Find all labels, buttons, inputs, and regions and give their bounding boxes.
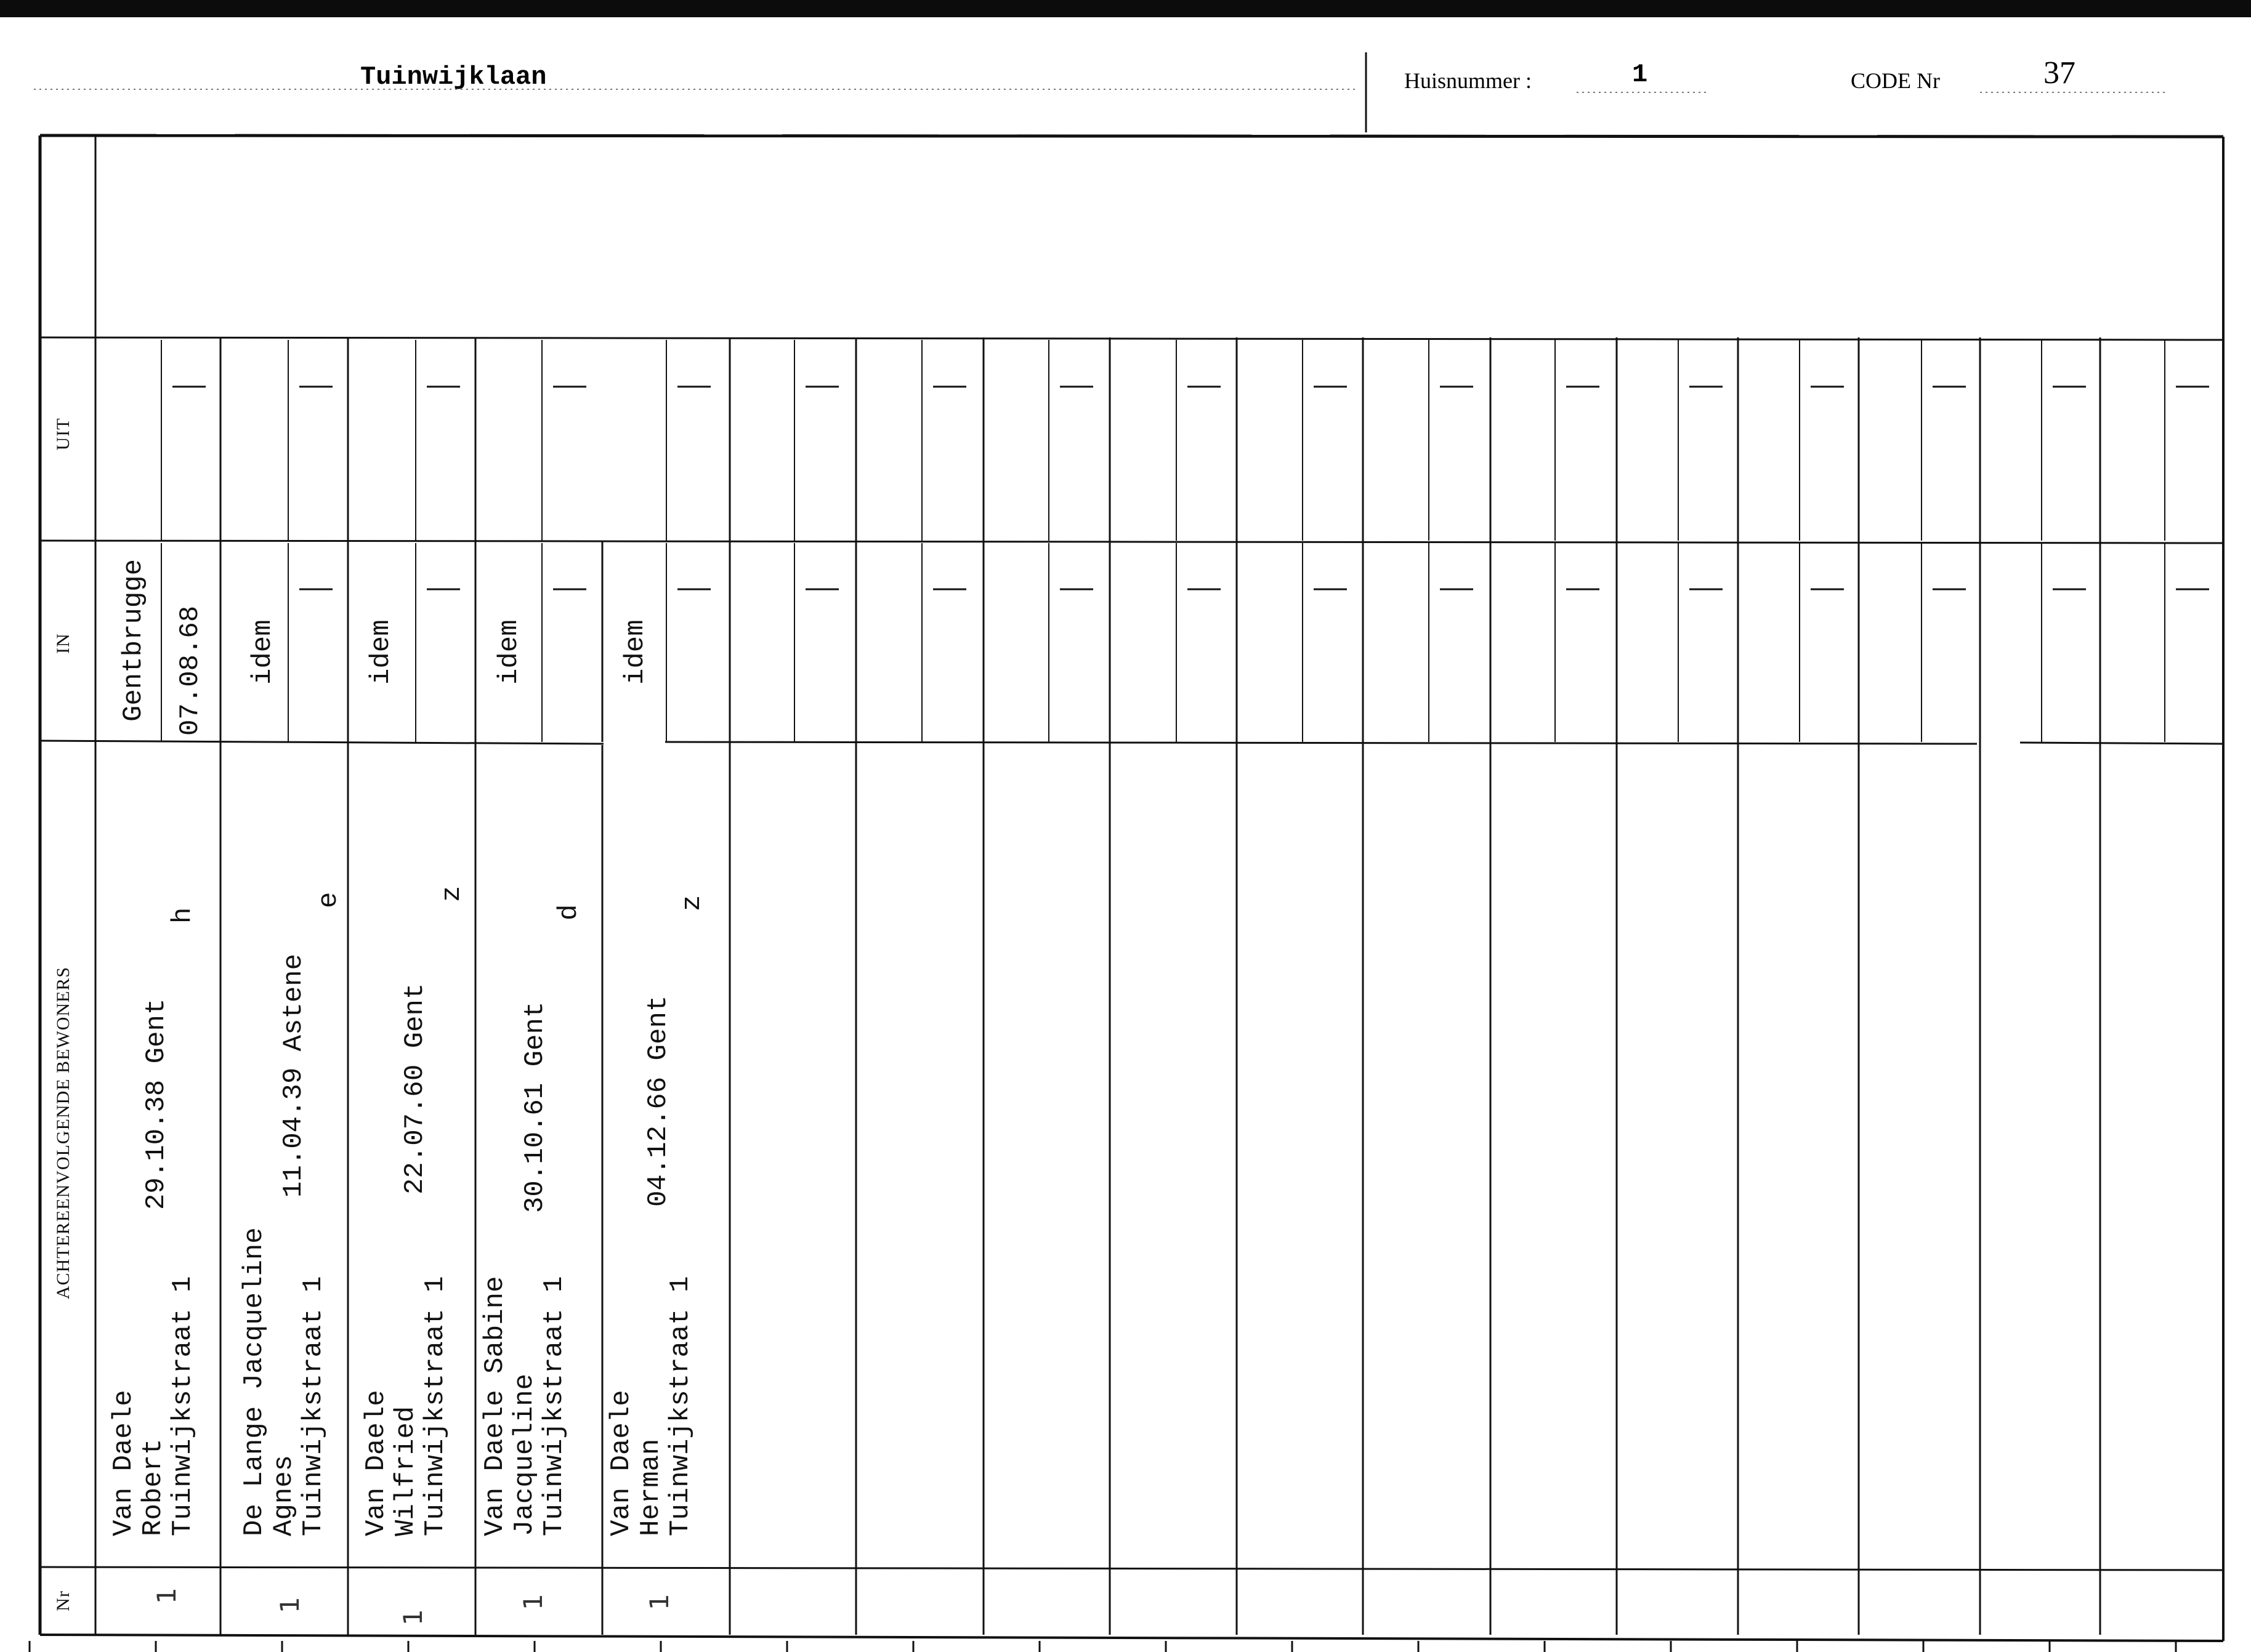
- uit-column-label: UIT: [53, 417, 73, 451]
- nr-column-label: Nr: [53, 1590, 73, 1611]
- resident-surname: Van Daele: [361, 1390, 392, 1536]
- residents-column-label: ACHTEREENVOLGENDE BEWONERS: [53, 966, 73, 1300]
- resident-address: Tuinwijkstraat 1: [420, 1276, 451, 1536]
- resident-birth: 04.12.66 Gent: [643, 995, 674, 1207]
- resident-firstname: Jacqueline: [509, 1373, 540, 1536]
- in-idem-5: idem: [620, 619, 651, 685]
- resident-code: d: [554, 904, 584, 921]
- resident-nr: 1: [644, 1594, 674, 1610]
- resident-firstname: Herman: [636, 1438, 666, 1536]
- dash-marks: [172, 387, 2209, 589]
- nr-top-line: [40, 1567, 2223, 1570]
- resident-firstname: Robert: [138, 1438, 169, 1536]
- frame-top: [40, 135, 2223, 137]
- resident-code: z: [437, 885, 467, 902]
- frame-bottom: [40, 1635, 2223, 1641]
- in-idem-4: idem: [494, 619, 525, 685]
- resident-code: e: [313, 892, 344, 908]
- resident-birth: 11.04.39 Astene: [278, 953, 309, 1198]
- resident-firstname: Wilfried: [390, 1406, 421, 1536]
- code-value: 37: [2043, 55, 2075, 91]
- uit-top-line: [40, 337, 2223, 340]
- residents-top-line-left: [40, 741, 604, 744]
- resident-nr: 1: [275, 1597, 305, 1613]
- resident-address: Tuinwijkstraat 1: [665, 1276, 696, 1536]
- resident-birth: 30.10.61 Gent: [520, 1001, 551, 1213]
- resident-entry: [108, 908, 198, 1604]
- in-column-label: IN: [53, 633, 73, 654]
- street-name: Tuinwijklaan: [360, 62, 547, 92]
- resident-entry: [480, 905, 584, 1610]
- code-label: CODE Nr: [1851, 68, 1940, 93]
- resident-entry: [239, 892, 344, 1613]
- resident-nr: 1: [152, 1587, 182, 1604]
- resident-code: h: [168, 907, 198, 924]
- resident-code: z: [677, 895, 708, 911]
- house-number-value: 1: [1632, 60, 1648, 89]
- resident-surname: De Lange Jacqueline: [239, 1227, 270, 1536]
- in-idem-3: idem: [366, 619, 397, 685]
- in-place-1: Gentbrugge: [118, 558, 149, 722]
- residents-top-line-mid: [665, 742, 1977, 744]
- resident-address: Tuinwijkstraat 1: [539, 1276, 570, 1536]
- resident-address: Tuinwijkstraat 1: [298, 1276, 329, 1536]
- resident-nr: 1: [398, 1609, 428, 1626]
- resident-firstname: Agnes: [269, 1454, 299, 1536]
- resident-birth: 29.10.38 Gent: [141, 998, 172, 1210]
- house-number-label: Huisnummer :: [1404, 68, 1532, 93]
- resident-entry: [606, 895, 708, 1610]
- in-idem-2: idem: [248, 619, 278, 685]
- resident-entry: [361, 886, 467, 1626]
- in-date-1: 07.08.68: [175, 605, 206, 736]
- resident-nr: 1: [518, 1594, 548, 1610]
- in-top-line: [40, 541, 2223, 543]
- residents-top-line-right: [2020, 743, 2223, 744]
- resident-surname: Van Daele: [606, 1390, 637, 1536]
- table-grid: [30, 135, 2223, 1652]
- resident-birth: 22.07.60 Gent: [400, 983, 430, 1195]
- resident-address: Tuinwijkstraat 1: [168, 1276, 198, 1536]
- resident-surname: Van Daele Sabine: [480, 1276, 511, 1536]
- resident-surname: Van Daele: [108, 1390, 139, 1536]
